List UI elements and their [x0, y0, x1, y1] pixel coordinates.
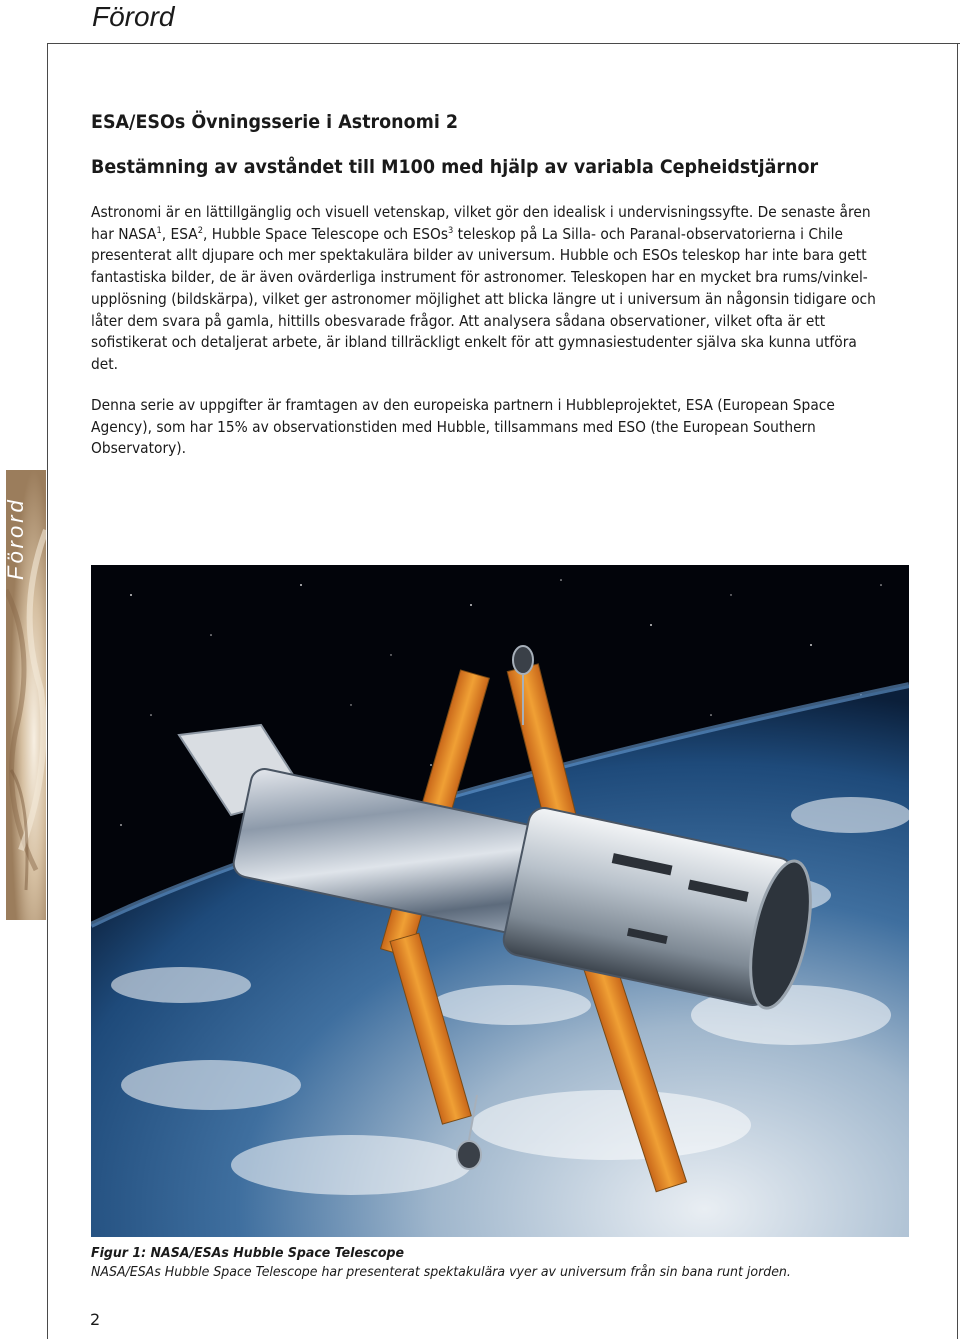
hubble-telescope-image	[91, 565, 909, 1237]
main-title: Bestämning av avståndet till M100 med hjälp av variabla Cepheidstjärnor	[91, 156, 819, 178]
figure-caption-title: Figur 1: NASA/ESAs Hubble Space Telescope	[91, 1245, 405, 1261]
footnote-ref-2: 2	[197, 225, 203, 236]
footnote-ref-3: 3	[448, 225, 454, 236]
intro-text-1: Astronomi är en lättillgänglig och visuell vetenskap, vilket gör den idealisk i undervisningssyfte. De senaste åren har NASA	[91, 203, 871, 243]
frame-top-rule	[47, 43, 960, 44]
intro-text-4: teleskop på La Silla- och Paranal-observatorierna i Chile presenterat allt djupare och mer spektakulära bilder av universum. Hubble och ESOs teleskop har inte bara gett fantastiska bilder, de är även ovärderliga instrument för astronomer. Teleskopen har en mycket bra rums/vinkel-upplösning (bildskärpa), vilket ger astronomer möjlighet att blicka längre ut i universum än någonsin tidigare och låter dem svara på gamla, hittills obesvarade frågor. Att analysera sådana observationer, vilket ofta är ett sofistikerat och detaljerat arbete, är ibland tillräckligt enkelt för att gymnasiestudenter själva ska kunna utföra det.	[91, 224, 876, 373]
intro-text-2: , ESA	[161, 224, 198, 243]
frame-left-rule	[47, 43, 48, 1339]
series-paragraph: Denna serie av uppgifter är framtagen av den europeiska partnern i Hubbleprojektet, ESA (European Space Agency), som har 15% av observationstiden med Hubble, tillsammans med ESO (the European Southern Observatory).	[91, 396, 835, 458]
intro-paragraph	[91, 202, 888, 376]
frame-right-rule	[957, 43, 958, 1339]
page-number: 2	[90, 1310, 101, 1329]
footnote-ref-1: 1	[156, 225, 162, 236]
intro-text-3: , Hubble Space Telescope och ESOs	[202, 224, 449, 243]
series-title: ESA/ESOs Övningsserie i Astronomi 2	[91, 111, 459, 133]
header-title: Förord	[92, 1, 175, 32]
figure-caption-text: NASA/ESAs Hubble Space Telescope har presenterat spektakulära vyer av universum från sin bana runt jorden.	[91, 1264, 791, 1280]
side-tab-label: Förord	[3, 497, 28, 580]
